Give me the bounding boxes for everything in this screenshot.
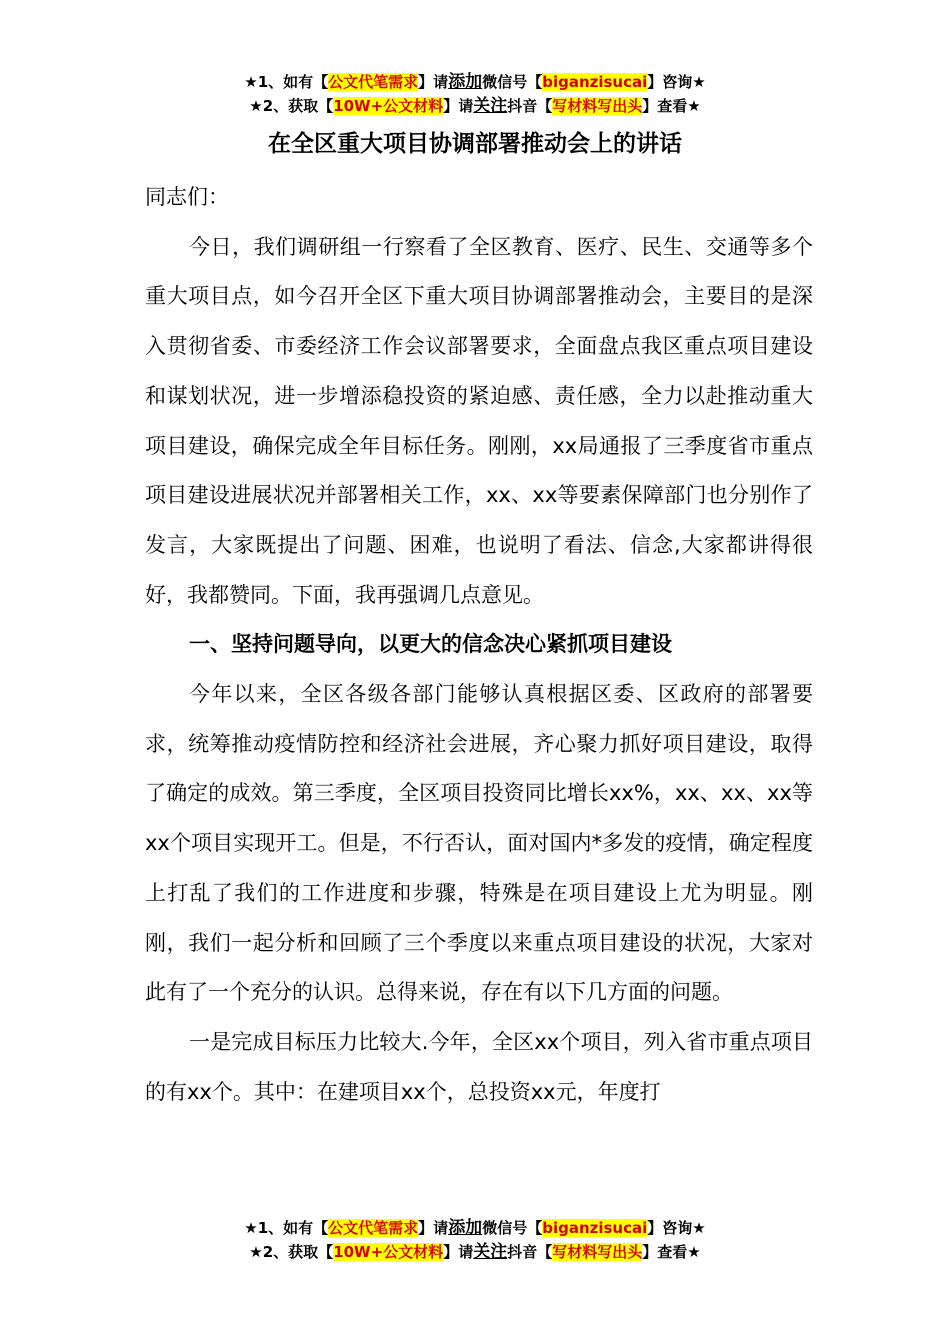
- promo-text: 抖音【: [507, 97, 553, 115]
- promo-text: 】请: [418, 1219, 449, 1237]
- document-title: 在全区重大项目协调部署推动会上的讲话: [268, 131, 682, 157]
- promo-text: 】咨询★: [647, 1219, 706, 1237]
- paragraph-2: 今年以来，全区各级各部门能够认真根据区委、区政府的部署要求，统筹推动疫情防控和经济社会进展，齐心聚力抓好项目建设，取得了确定的成效。第三季度，全区项目投资同比增长xx%，xx、xx、xx等xx个项目实现开工。但是，不行否认，面对国内*多发的疫情，确定程度上打乱了我们的工作进度和步骤，特殊是在项目建设上尤为明显。刚刚，我们一起分析和回顾了三个季度以来重点项目建设的状况，大家对此有了一个充分的认识。总得来说，存在有以下几方面的问题。: [145, 682, 813, 1005]
- section-heading-1: 一、坚持问题导向，以更大的信念决心紧抓项目建设: [189, 632, 672, 657]
- promo-text: ★2、获取【: [249, 1243, 334, 1261]
- promo-text: 】请: [418, 73, 449, 91]
- promo-text: 】请: [443, 1243, 474, 1261]
- promo-banner-bottom: [0, 1216, 950, 1264]
- promo-highlight: 公文代笔需求: [328, 1219, 419, 1237]
- document-body: [145, 173, 813, 1117]
- promo-wechat-id: biganzisucai: [542, 73, 648, 91]
- promo-highlight: 10W+公文材料: [333, 97, 444, 115]
- promo-underlined: 添加: [448, 72, 483, 92]
- paragraph-3: 一是完成目标压力比较大.今年，全区xx个项目，列入省市重点项目的有xx个。其中：在建项目xx个，总投资xx元，年度打: [145, 1029, 813, 1104]
- promo-text: ★1、如有【: [244, 1219, 329, 1237]
- promo-text: 】查看★: [642, 97, 701, 115]
- promo-text: 】咨询★: [647, 73, 706, 91]
- promo-text: ★2、获取【: [249, 97, 334, 115]
- salutation: 同志们：: [145, 185, 229, 209]
- promo-douyin-account: 写材料写出头: [552, 97, 643, 115]
- promo-highlight: 10W+公文材料: [333, 1243, 444, 1261]
- promo-underlined: 关注: [473, 96, 508, 116]
- promo-line-1: [0, 1216, 950, 1240]
- promo-text: ★1、如有【: [244, 73, 329, 91]
- promo-line-1: [0, 70, 950, 94]
- promo-text: 微信号【: [482, 1219, 543, 1237]
- promo-line-2: [0, 94, 950, 118]
- promo-text: 】查看★: [642, 1243, 701, 1261]
- promo-highlight: 公文代笔需求: [328, 73, 419, 91]
- promo-wechat-id: biganzisucai: [542, 1219, 648, 1237]
- promo-line-2: [0, 1240, 950, 1264]
- paragraph-1: 今日，我们调研组一行察看了全区教育、医疗、民生、交通等多个重大项目点，如今召开全区下重大项目协调部署推动会，主要目的是深入贯彻省委、市委经济工作会议部署要求，全面盘点我区重点项目建设和谋划状况，进一步增添稳投资的紧迫感、责任感，全力以赴推动重大项目建设，确保完成全年目标任务。刚刚，xx局通报了三季度省市重点项目建设进展状况并部署相关工作，xx、xx等要素保障部门也分别作了发言，大家既提出了问题、困难，也说明了看法、信念,大家都讲得很好，我都赞同。下面，我再强调几点意见。: [145, 234, 813, 607]
- promo-underlined: 添加: [448, 1218, 483, 1238]
- promo-text: 抖音【: [507, 1243, 553, 1261]
- promo-text: 微信号【: [482, 73, 543, 91]
- promo-banner-top: [0, 70, 950, 118]
- promo-underlined: 关注: [473, 1242, 508, 1262]
- promo-douyin-account: 写材料写出头: [552, 1243, 643, 1261]
- promo-text: 】请: [443, 97, 474, 115]
